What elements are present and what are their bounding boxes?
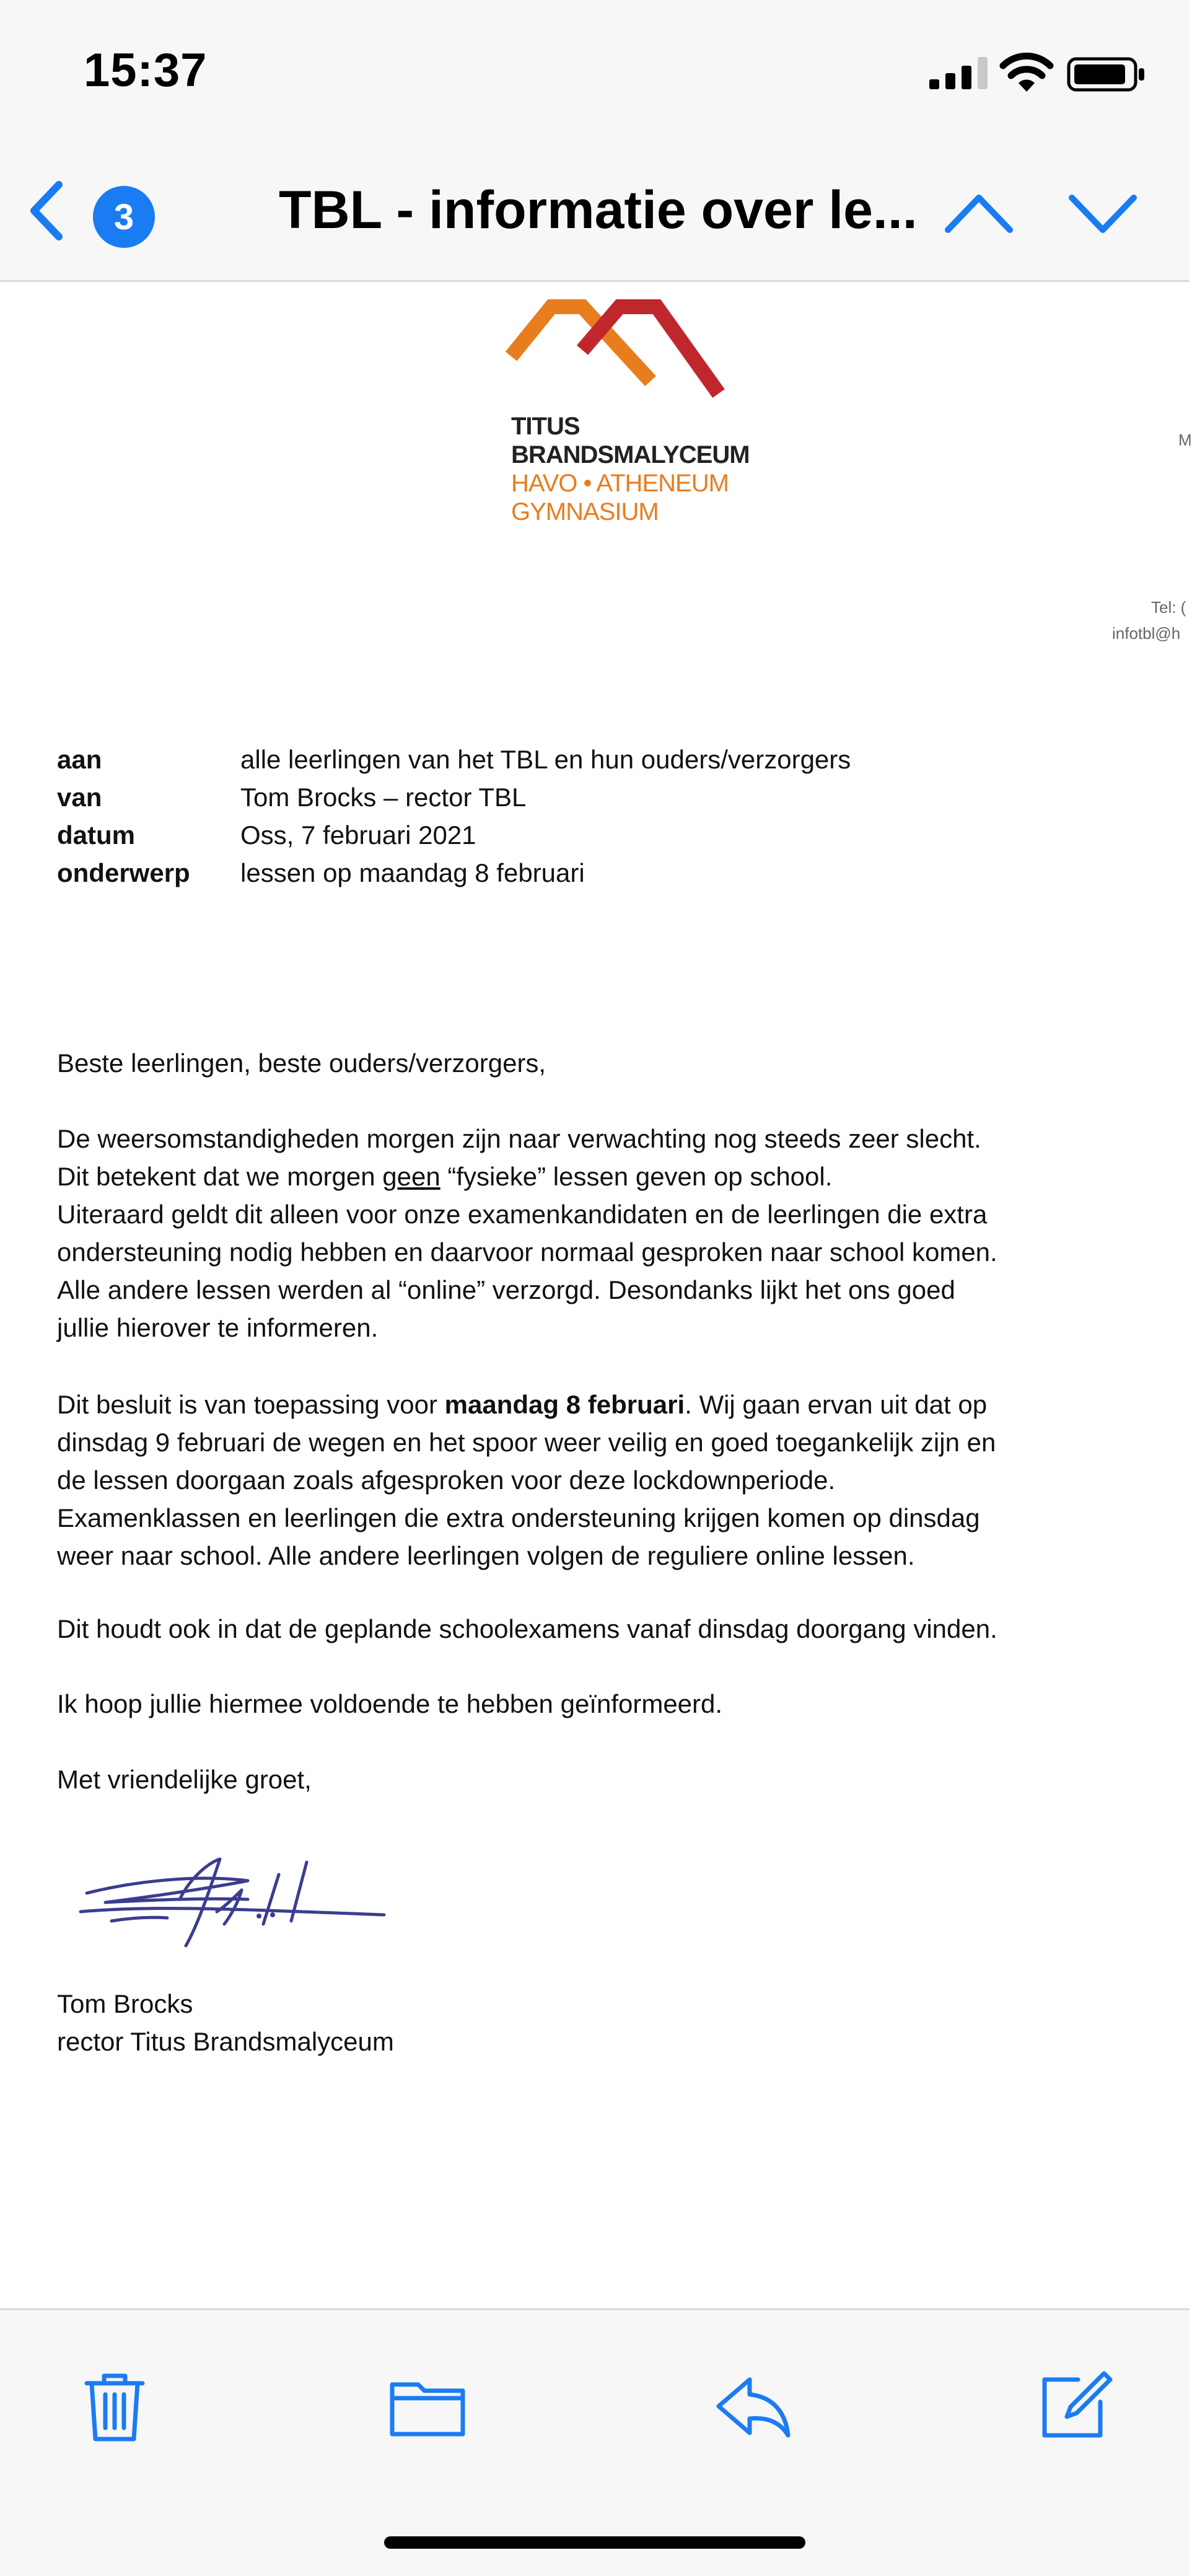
meta-row-onderwerp — [57, 854, 851, 892]
status-bar — [0, 0, 1190, 136]
greeting: Beste leerlingen, beste ouders/verzorgers, — [57, 1048, 546, 1078]
battery-icon — [1067, 57, 1147, 92]
handwritten-signature — [62, 1837, 409, 1961]
paragraph-3: Dit houdt ook in dat de geplande schoolexamens vanaf dinsdag doorgang vinden. — [57, 1614, 997, 1643]
paragraph-2 — [57, 1386, 996, 1575]
message-title: TBL - informatie over le... — [279, 180, 918, 240]
text-line — [57, 1158, 997, 1195]
paragraph-1 — [57, 1120, 997, 1347]
text-span: . Wij gaan ervan uit dat op — [685, 1390, 988, 1419]
signer-title: rector Titus Brandsmalyceum — [57, 2027, 394, 2056]
mail-nav-bar — [0, 136, 1190, 282]
text-span: Dit besluit is van toepassing voor — [57, 1390, 445, 1419]
signature-block — [57, 1985, 394, 2060]
logo-line-4: GYMNASIUM — [511, 498, 659, 525]
letter-metadata — [57, 741, 851, 892]
chevron-left-icon[interactable] — [25, 180, 68, 242]
text-line: Uiteraard geldt dit alleen voor onze examenkandidaten en de leerlingen die extra — [57, 1200, 988, 1229]
meta-value: lessen op maandag 8 februari — [240, 858, 585, 887]
logo-line-2: BRANDSMALYCEUM — [511, 441, 750, 468]
text-line: Examenklassen en leerlingen die extra ondersteuning krijgen komen op dinsdag — [57, 1503, 980, 1532]
meta-label: aan — [57, 745, 102, 774]
closing: Met vriendelijke groet, — [57, 1765, 312, 1794]
meta-value: Tom Brocks – rector TBL — [240, 783, 527, 812]
cut-off-phone: Tel: ( — [1151, 598, 1186, 617]
message-body — [0, 282, 1190, 2308]
unread-count-badge[interactable]: 3 — [93, 186, 155, 248]
text-span: “fysieke” lessen geven op school. — [440, 1162, 833, 1191]
logo-wordmark — [511, 412, 750, 469]
meta-label: onderwerp — [57, 858, 190, 887]
text-line: weer naar school. Alle andere leerlingen volgen de reguliere online lessen. — [57, 1541, 915, 1570]
text-line: ondersteuning nodig hebben en daarvoor normaal gesproken naar school komen. — [57, 1237, 997, 1267]
meta-row-aan — [57, 741, 851, 778]
folder-icon[interactable] — [387, 2366, 468, 2446]
compose-icon[interactable] — [1035, 2366, 1115, 2446]
text-line: De weersomstandigheden morgen zijn naar verwachting nog steeds zeer slecht. — [57, 1124, 981, 1153]
text-span: Dit betekent dat we morgen — [57, 1162, 383, 1191]
text-line: jullie hierover te informeren. — [57, 1313, 379, 1342]
text-line: Alle andere lessen werden al “online” verzorgd. Desondanks lijkt het ons goed — [57, 1275, 955, 1304]
text-line — [57, 1386, 996, 1423]
signer-name: Tom Brocks — [57, 1989, 193, 2018]
cut-off-address: M — [1178, 431, 1192, 449]
bold-text: maandag 8 februari — [444, 1390, 685, 1419]
cut-off-email: infotbl@h — [1112, 624, 1181, 643]
chevron-up-icon[interactable] — [942, 189, 1016, 239]
meta-value: Oss, 7 februari 2021 — [240, 820, 476, 850]
paragraph-4: Ik hoop jullie hiermee voldoende te hebben geïnformeerd. — [57, 1689, 723, 1718]
wifi-icon — [999, 52, 1054, 92]
reply-icon[interactable] — [712, 2366, 793, 2446]
meta-value: alle leerlingen van het TBL en hun ouders/verzorgers — [240, 745, 851, 774]
meta-label: van — [57, 783, 102, 812]
logo-subtitle — [511, 469, 729, 526]
text-line: de lessen doorgaan zoals afgesproken voor deze lockdownperiode. — [57, 1466, 836, 1495]
meta-row-datum — [57, 816, 851, 854]
chevron-down-icon[interactable] — [1066, 189, 1140, 239]
logo-line-1: TITUS — [511, 413, 580, 440]
meta-row-van — [57, 778, 851, 816]
underlined-text: geen — [382, 1162, 440, 1191]
logo-line-3: HAVO • ATHENEUM — [511, 470, 729, 497]
text-line: dinsdag 9 februari de wegen en het spoor weer veilig en goed toegankelijk zijn en — [57, 1428, 996, 1457]
cellular-signal-icon — [929, 57, 991, 89]
mail-toolbar — [0, 2308, 1190, 2576]
meta-label: datum — [57, 820, 135, 850]
status-time: 15:37 — [84, 44, 208, 97]
home-indicator[interactable] — [384, 2536, 805, 2549]
trash-icon[interactable] — [74, 2366, 155, 2446]
